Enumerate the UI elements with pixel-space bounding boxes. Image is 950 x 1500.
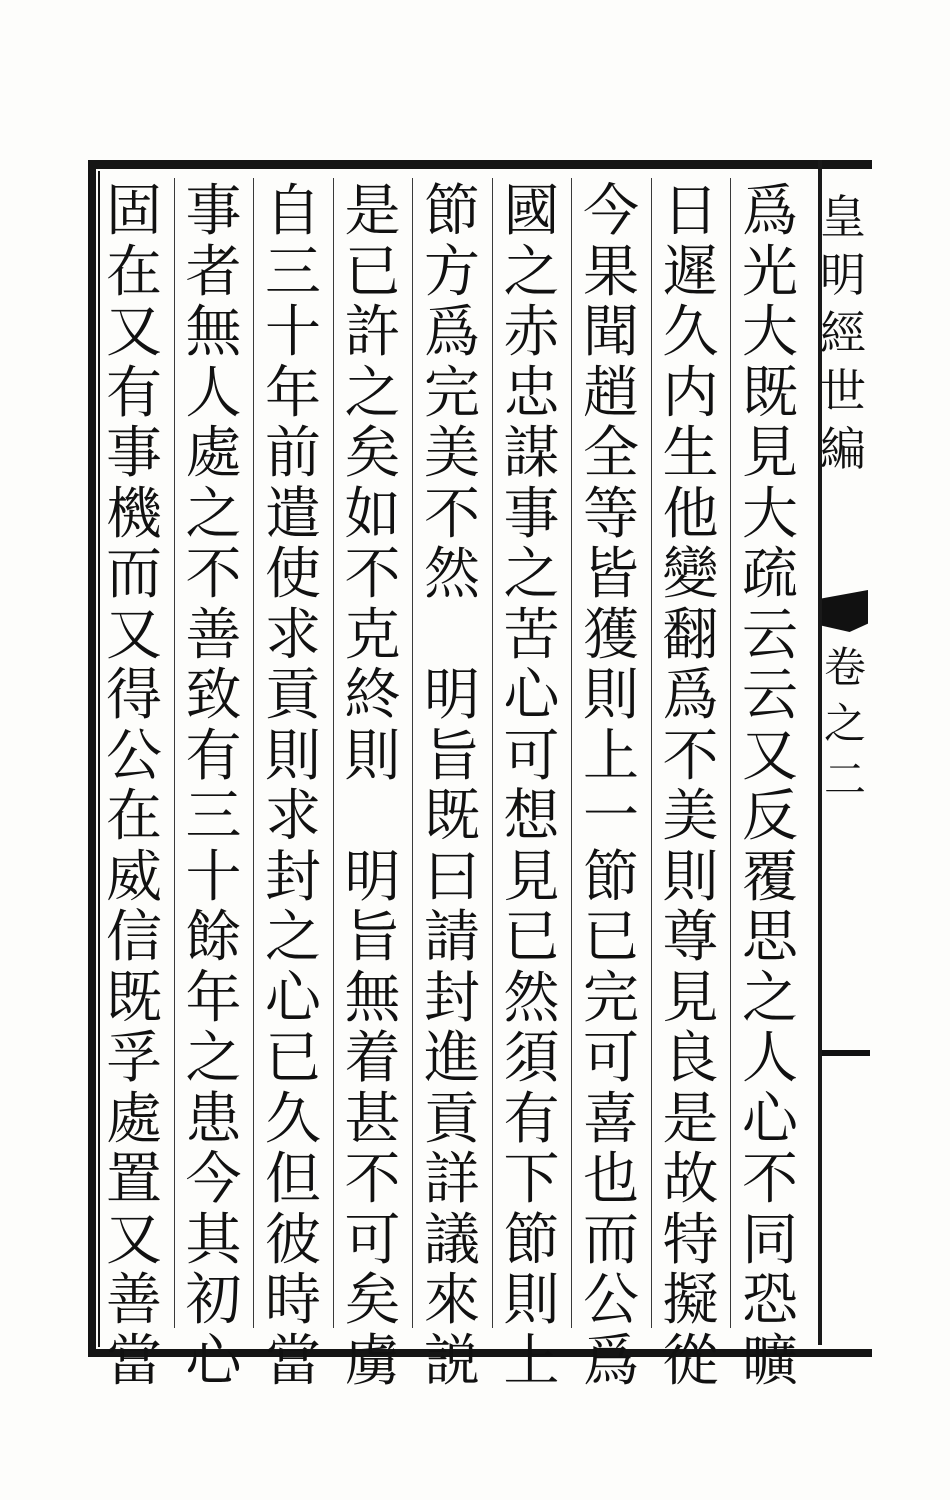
- glyph: 善: [185, 602, 242, 668]
- glyph: 無: [185, 300, 242, 365]
- glyph: 爲: [424, 300, 480, 365]
- glyph: 而: [106, 542, 162, 607]
- glyph: 三: [265, 239, 321, 305]
- glyph: 旨: [424, 723, 480, 789]
- glyph: 節: [503, 1207, 560, 1273]
- glyph: 事: [503, 481, 560, 547]
- glyph: 明: [344, 844, 401, 910]
- glyph: 求: [265, 602, 321, 668]
- glyph: 置: [106, 1147, 162, 1212]
- glyph: 虜: [344, 1328, 401, 1394]
- glyph: 皆: [583, 542, 639, 607]
- glyph: 喜: [583, 1086, 639, 1152]
- glyph: 既: [424, 784, 480, 849]
- glyph: 完: [583, 965, 639, 1031]
- glyph: 果: [583, 239, 639, 305]
- column-divider: [651, 178, 652, 1328]
- glyph: 翻: [662, 602, 719, 668]
- glyph: 信: [106, 905, 162, 970]
- glyph: 又: [742, 723, 798, 789]
- glyph: 有: [106, 360, 162, 426]
- glyph: 須: [503, 1026, 560, 1091]
- margin-glyph: 編: [820, 422, 866, 476]
- glyph: 赤: [503, 300, 560, 365]
- glyph: 終: [344, 663, 401, 728]
- text-column: [183, 179, 245, 1394]
- glyph: 求: [265, 784, 321, 849]
- glyph: 爲: [742, 179, 798, 244]
- column-divider: [253, 178, 254, 1328]
- glyph: 疏: [742, 542, 798, 607]
- glyph: 變: [662, 542, 719, 607]
- glyph: 謀: [503, 421, 560, 486]
- glyph: 心: [265, 965, 321, 1031]
- glyph: 思: [742, 905, 798, 970]
- book-title: [817, 188, 869, 478]
- glyph: 見: [742, 421, 798, 486]
- glyph: 美: [424, 421, 480, 486]
- margin-glyph: 經: [820, 306, 866, 360]
- glyph: 年: [185, 965, 242, 1031]
- margin-glyph: 之: [823, 699, 866, 748]
- glyph: 心: [742, 1086, 798, 1152]
- glyph: 不: [662, 723, 719, 789]
- glyph: 可: [344, 1207, 401, 1273]
- glyph: 見: [662, 965, 719, 1031]
- glyph: 旨: [344, 905, 401, 970]
- glyph: 人: [742, 1026, 798, 1091]
- glyph: 詳: [424, 1147, 480, 1212]
- glyph: 不: [344, 1147, 401, 1212]
- glyph: 今: [185, 1147, 242, 1212]
- text-column: [660, 179, 722, 1394]
- glyph: 可: [583, 1026, 639, 1091]
- glyph: 可: [503, 723, 560, 789]
- glyph: 自: [265, 179, 321, 244]
- glyph: 遣: [265, 481, 321, 547]
- margin-glyph: 明: [820, 248, 866, 302]
- glyph: 之: [265, 905, 321, 970]
- glyph: 十: [265, 300, 321, 365]
- glyph: 請: [424, 905, 480, 970]
- glyph: 擬: [662, 1268, 719, 1333]
- glyph: 獲: [583, 602, 639, 668]
- glyph: 恐: [742, 1268, 798, 1333]
- glyph: 心: [185, 1328, 242, 1394]
- glyph: 當: [106, 1328, 162, 1394]
- glyph: 十: [185, 844, 242, 910]
- glyph: 則: [583, 663, 639, 728]
- glyph: 大: [742, 300, 798, 365]
- glyph: 已: [583, 905, 639, 970]
- margin-glyph: 世: [820, 364, 866, 418]
- glyph: 久: [265, 1086, 321, 1152]
- glyph: 封: [265, 844, 321, 910]
- glyph: [342, 787, 404, 848]
- text-column: [739, 179, 801, 1394]
- text-column: [580, 179, 642, 1394]
- glyph: 封: [424, 965, 480, 1031]
- glyph: 着: [344, 1026, 401, 1091]
- glyph: 事: [185, 179, 242, 244]
- column-divider: [174, 178, 175, 1328]
- glyph: 人: [185, 360, 242, 426]
- glyph: 既: [106, 965, 162, 1031]
- glyph: 故: [662, 1147, 719, 1212]
- glyph: 之: [185, 1026, 242, 1091]
- glyph: 則: [344, 723, 401, 789]
- glyph: 内: [662, 360, 719, 426]
- glyph: 公: [583, 1268, 639, 1333]
- glyph: 其: [185, 1207, 242, 1273]
- glyph: 想: [503, 784, 560, 849]
- margin-glyph: 卷: [823, 643, 866, 692]
- glyph: 良: [662, 1026, 719, 1091]
- glyph: 致: [185, 663, 242, 728]
- glyph: 在: [106, 239, 162, 305]
- glyph: 威: [106, 844, 162, 910]
- glyph: 今: [583, 179, 639, 244]
- glyph: 有: [185, 723, 242, 789]
- glyph: 爲: [662, 663, 719, 728]
- glyph: [421, 606, 483, 667]
- glyph: 國: [503, 179, 560, 244]
- glyph: 不: [424, 481, 480, 547]
- glyph: 一: [583, 784, 639, 849]
- glyph: 許: [344, 300, 401, 365]
- glyph: 反: [742, 784, 798, 849]
- glyph: 機: [106, 481, 162, 547]
- glyph: 是: [662, 1086, 719, 1152]
- glyph: 公: [106, 723, 162, 789]
- glyph: 説: [424, 1328, 480, 1394]
- glyph: 方: [424, 239, 480, 305]
- glyph: 餘: [185, 905, 242, 970]
- column-divider: [492, 178, 493, 1328]
- margin-glyph: 皇: [820, 190, 866, 244]
- glyph: 無: [344, 965, 401, 1031]
- glyph: 覆: [742, 844, 798, 910]
- glyph: 聞: [583, 300, 639, 365]
- glyph: 彼: [265, 1207, 321, 1273]
- glyph: 固: [106, 179, 162, 244]
- glyph: 不: [344, 542, 401, 607]
- glyph: 曰: [424, 844, 480, 910]
- glyph: 同: [742, 1207, 798, 1273]
- text-column: [262, 179, 324, 1394]
- glyph: 又: [106, 602, 162, 668]
- glyph: 云: [742, 663, 798, 728]
- column-divider: [333, 178, 334, 1328]
- glyph: 光: [742, 239, 798, 305]
- glyph: 處: [106, 1086, 162, 1152]
- glyph: 有: [503, 1086, 560, 1152]
- glyph: 上: [503, 1328, 560, 1394]
- glyph: 年: [265, 360, 321, 426]
- glyph: 甚: [344, 1086, 401, 1152]
- glyph: 心: [503, 663, 560, 728]
- glyph: 久: [662, 300, 719, 365]
- glyph: 貢: [424, 1086, 480, 1152]
- glyph: 矣: [344, 421, 401, 486]
- glyph: 他: [662, 481, 719, 547]
- glyph: 上: [583, 723, 639, 789]
- glyph: 則: [503, 1268, 560, 1333]
- glyph: 日: [662, 179, 719, 244]
- glyph: 大: [742, 481, 798, 547]
- glyph: 處: [185, 421, 242, 486]
- glyph: 孚: [106, 1026, 162, 1091]
- glyph: 進: [424, 1026, 480, 1091]
- glyph: 但: [265, 1147, 321, 1212]
- glyph: 前: [265, 421, 321, 486]
- glyph: 云: [742, 602, 798, 668]
- juan-number: [820, 640, 870, 808]
- glyph: 已: [344, 239, 401, 305]
- glyph: 忠: [503, 360, 560, 426]
- glyph: 之: [503, 542, 560, 607]
- glyph: 來: [424, 1268, 480, 1333]
- glyph: 遲: [662, 239, 719, 305]
- glyph: 然: [503, 965, 560, 1031]
- glyph: 是: [344, 179, 401, 244]
- glyph: 者: [185, 239, 242, 305]
- glyph: 事: [106, 421, 162, 486]
- glyph: 而: [583, 1207, 639, 1273]
- glyph: 如: [344, 481, 401, 547]
- glyph: 矣: [344, 1268, 401, 1333]
- glyph: 曠: [742, 1328, 798, 1394]
- glyph: 節: [424, 179, 480, 244]
- column-divider: [412, 178, 413, 1328]
- margin-glyph: 二: [823, 755, 866, 804]
- glyph: 三: [185, 784, 242, 849]
- folio-number: [822, 1050, 870, 1056]
- glyph: 當: [265, 1328, 321, 1394]
- glyph: 全: [583, 421, 639, 486]
- glyph: 下: [503, 1147, 560, 1212]
- glyph: 既: [742, 360, 798, 426]
- glyph: 則: [265, 723, 321, 789]
- glyph: 克: [344, 602, 401, 668]
- glyph: 美: [662, 784, 719, 849]
- glyph: 議: [424, 1207, 480, 1273]
- glyph: 時: [265, 1268, 321, 1333]
- column-divider: [730, 178, 731, 1328]
- glyph: 不: [742, 1147, 798, 1212]
- glyph: 則: [662, 844, 719, 910]
- glyph: 苦: [503, 602, 560, 668]
- column-divider: [571, 178, 572, 1328]
- glyph: 見: [503, 844, 560, 910]
- glyph: 之: [185, 481, 242, 547]
- glyph: 初: [185, 1268, 242, 1333]
- glyph: 已: [503, 905, 560, 970]
- glyph: 之: [742, 965, 798, 1031]
- glyph: 善: [106, 1268, 162, 1333]
- glyph: 得: [106, 663, 162, 728]
- text-column: [103, 179, 165, 1394]
- glyph: 之: [344, 360, 401, 426]
- glyph: 又: [106, 1207, 162, 1273]
- text-column: [421, 179, 483, 1394]
- glyph: 特: [662, 1207, 719, 1273]
- glyph: 貢: [265, 663, 321, 728]
- glyph: 之: [503, 239, 560, 305]
- glyph: 又: [106, 300, 162, 365]
- glyph: 從: [662, 1328, 719, 1394]
- text-column: [501, 179, 563, 1394]
- glyph: 已: [265, 1026, 321, 1091]
- glyph: 明: [424, 663, 480, 728]
- glyph: 爲: [583, 1328, 639, 1394]
- glyph: 趙: [583, 360, 639, 426]
- glyph: 患: [185, 1086, 242, 1152]
- glyph: 在: [106, 784, 162, 849]
- glyph: 等: [583, 481, 639, 547]
- glyph: 不: [185, 542, 242, 607]
- glyph: 使: [265, 542, 321, 607]
- glyph: 生: [662, 421, 719, 486]
- glyph: 節: [583, 844, 639, 910]
- glyph: 完: [424, 360, 480, 426]
- glyph: 也: [583, 1147, 639, 1212]
- glyph: 然: [424, 542, 480, 607]
- text-column: [342, 179, 404, 1394]
- glyph: 尊: [662, 905, 719, 970]
